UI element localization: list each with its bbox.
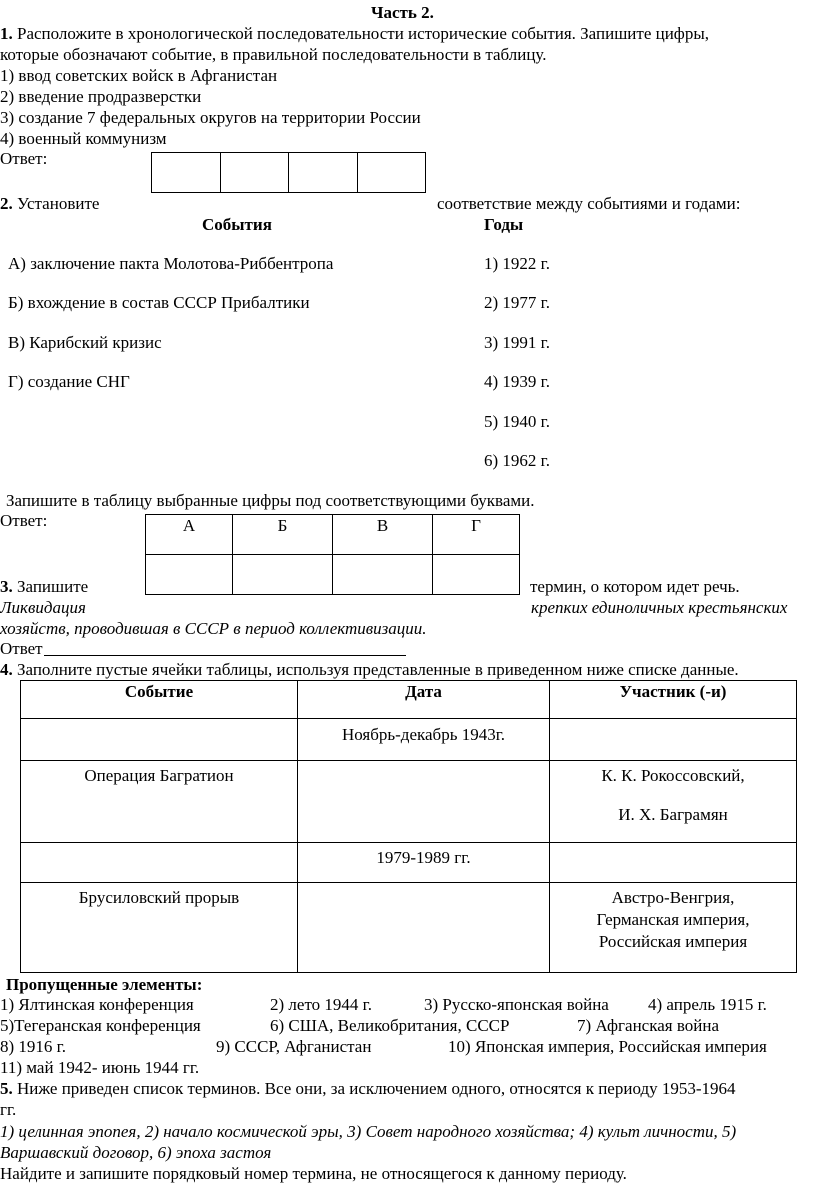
q4-missing-item: 3) Русско-японская война [424,995,609,1014]
q4-missing-item: 9) СССР, Афганистан [216,1037,372,1056]
q5-text-line2: гг. [0,1100,17,1119]
q2-answer-cell[interactable] [333,555,433,595]
q2-year: 1) 1922 г. [484,254,550,273]
q2-intro-right: соответствие между событиями и годами: [437,194,741,213]
q2-event: В) Карибский кризис [8,333,162,352]
q4-cell-date[interactable] [298,761,550,843]
q1-answer-label: Ответ: [0,149,48,168]
participant: И. Х. Баграмян [618,805,728,824]
q2-event: А) заключение пакта Молотова-Риббентропа [8,254,334,273]
q3-answer-line[interactable] [44,655,406,656]
participant: К. К. Рокоссовский, [601,766,745,785]
q2-letter-cell [333,515,433,555]
q3-answer-label: Ответ [0,639,43,658]
q3-definition-right: крепких единоличных крестьянских [531,598,788,617]
q2-event: Б) вхождение в состав СССР Прибалтики [8,293,310,312]
q4-missing-item: 4) апрель 1915 г. [648,995,767,1014]
q1-text-line2: которые обозначают событие, в правильной последовательности в таблицу. [0,45,547,64]
q2-letter: Г [471,516,481,535]
q4-missing-item: 6) США, Великобритания, СССР [270,1016,510,1035]
q2-years-header: Годы [484,215,524,234]
q2-answer-label: Ответ: [0,511,48,530]
q4-missing-item: 10) Японская империя, Российская империя [448,1037,767,1056]
q1-item: 1) ввод советских войск в Афганистан [0,66,278,85]
q3-definition-left: Ликвидация [0,598,86,617]
q2-year: 5) 1940 г. [484,412,550,431]
q4-cell-date: 1979-1989 гг. [298,843,550,883]
q4-table [20,680,797,973]
q2-letter: А [182,516,196,535]
q5-number: 5. [0,1079,13,1098]
q3-text-right: термин, о котором идет речь. [530,577,740,596]
q2-letter-cell [233,515,333,555]
q2-event: Г) создание СНГ [8,372,130,391]
participant: Германская империя, [596,910,750,929]
q2-answer-table [145,514,520,595]
q4-missing-item: 5)Тегеранская конференция [0,1016,201,1035]
q4-cell-participants [550,761,797,843]
q4-cell-event[interactable] [21,843,298,883]
q1-answer-cell[interactable] [289,153,358,193]
q4-cell-event[interactable] [21,719,298,761]
q1-answer-table [151,152,426,193]
q1-text1: Расположите в хронологической последовательности исторические события. Запишите цифры, [12,24,709,43]
q4-text: 4. Заполните пустые ячейки таблицы, используя представленные в приведенном ниже списке данные. [0,660,739,679]
q2-answer-cell[interactable] [233,555,333,595]
q2-letter: В [376,516,389,535]
q1-item: 3) создание 7 федеральных округов на территории России [0,108,421,127]
q1-item: 4) военный коммунизм [0,129,167,148]
q4-cell-event: Операция Багратион [21,761,298,843]
q4-cell-participants[interactable] [550,843,797,883]
q2-year: 2) 1977 г. [484,293,550,312]
q2-intro-left: 2. Установите [0,194,100,213]
q5-terms-line2: Варшавский договор, 6) эпоха застоя [0,1143,272,1162]
q2-year: 6) 1962 г. [484,451,550,470]
q3-text-left: 3. Запишите [0,577,89,596]
q4-cell-participants [550,883,797,973]
participant: Австро-Венгрия, [611,888,735,907]
q3-definition-line2: хозяйств, проводившая в СССР в период коллективизации. [0,619,427,638]
q2-events-header: События [202,215,272,234]
q4-cell-date[interactable] [298,883,550,973]
q4-cell-date: Ноябрь-декабрь 1943г. [298,719,550,761]
q2-letter-cell [146,515,233,555]
q2-answer-cell[interactable] [433,555,520,595]
q4-missing-item: 2) лето 1944 г. [270,995,372,1014]
q4-header-date: Дата [298,681,550,719]
q4-missing-title: Пропущенные элементы: [6,975,203,994]
q2-answer-cell[interactable] [146,555,233,595]
q5-instruction: Найдите и запишите порядковый номер термина, не относящегося к данному периоду. [0,1164,627,1183]
q4-header-participants: Участник (-и) [550,681,797,719]
q2-instruction: Запишите в таблицу выбранные цифры под соответствующими буквами. [6,491,535,510]
q5-terms-line1: 1) целинная эпопея, 2) начало космической эры, 3) Совет народного хозяйства; 4) культ личности, 5) [0,1122,737,1141]
q3-number: 3. [0,577,13,596]
q4-cell-event: Брусиловский прорыв [21,883,298,973]
q2-number: 2. [0,194,13,213]
q4-missing-item: 8) 1916 г. [0,1037,66,1056]
q1-item: 2) введение продразверстки [0,87,202,106]
q2-year: 3) 1991 г. [484,333,550,352]
participant: Российская империя [598,932,748,951]
q4-cell-participants[interactable] [550,719,797,761]
q4-header-event: Событие [21,681,298,719]
q1-answer-cell[interactable] [221,153,289,193]
q4-missing-item: 1) Ялтинская конференция [0,995,194,1014]
q2-letter: Б [277,516,288,535]
q4-number: 4. [0,660,13,679]
page-title: Часть 2. [371,3,434,22]
q5-text-line1: 5. Ниже приведен список терминов. Все они, за исключением одного, относятся к периоду 1953-1964 [0,1079,736,1098]
q2-year: 4) 1939 г. [484,372,550,391]
q1-answer-cell[interactable] [358,153,426,193]
q2-letter-cell [433,515,520,555]
q4-missing-item: 7) Афганская война [577,1016,719,1035]
q1-text-line1 [0,23,709,44]
q1-answer-cell[interactable] [152,153,221,193]
q1-number: 1. [0,24,13,43]
q4-missing-item: 11) май 1942- июнь 1944 гг. [0,1058,200,1077]
